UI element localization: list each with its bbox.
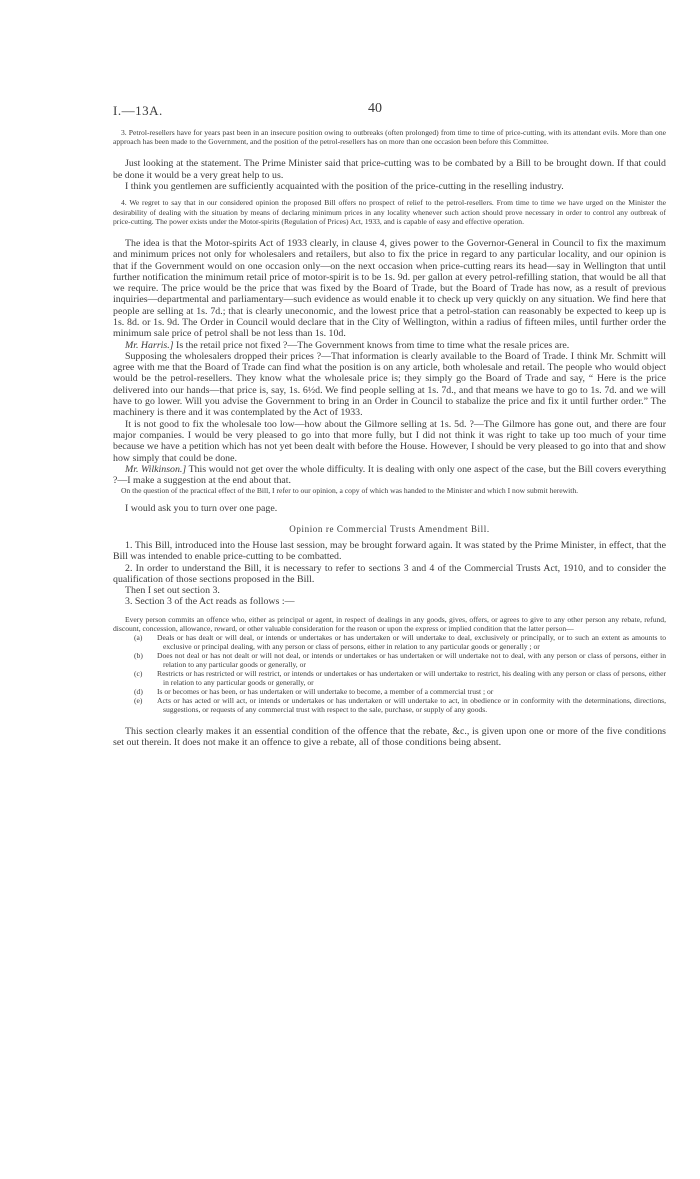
statute-text: Every person commits an offence who, either as principal or agent, in respect of dealings in any goods, gives, offers, or agrees to give to any other person any rebate, refund, discount, concession, allowance, reward, or other valuable consideration for the reason or upon the express or implied condition that the latter person— bbox=[113, 614, 666, 633]
opinion-paragraph: Then I set out section 3. bbox=[125, 585, 220, 597]
page-header bbox=[113, 101, 666, 121]
evidence-paragraph: It is not good to fix the wholesale too low—how about the Gilmore selling at 1s. 5d. ?—The Gilmore has gone out, and there are four major companies. I would be very pleased to go into that more fully, but I did not think it was right to take up too much of your time because we have a petition which has not yet been dealt with before the House. However, I should be very pleased to go into that and show how simply that could be done. bbox=[113, 418, 666, 464]
evidence-text: Is the retail price not fixed ?—The Government knows from time to time what the resale prices are. bbox=[173, 339, 570, 351]
opinion-paragraph: 3. Section 3 of the Act reads as follows :— bbox=[125, 596, 295, 608]
evidence-paragraph: I would ask you to turn over one page. bbox=[125, 502, 278, 514]
clause-text: Does not deal or has not dealt or will not deal, or intends or undertakes or has undertaken or will undertake not to deal, with any person or class of persons, either in relation to any particular goods or generally, or bbox=[157, 650, 666, 669]
clause-text: Deals or has dealt or will deal, or intends or undertakes or has undertaken or will undertake to deal, exclusively or principally, or to such an extent as amounts to exclusive or principal dealing, with any person or class of persons, either in relation to any particular goods or generally ; or bbox=[157, 632, 666, 651]
clause-label: (c) bbox=[134, 668, 143, 678]
clause-label: (a) bbox=[134, 632, 143, 642]
statute-clause bbox=[113, 651, 666, 669]
evidence-text: This would not get over the whole difficulty. It is dealing with only one aspect of the case, but the Bill covers everything ?—I make a suggestion at the end about that. bbox=[113, 463, 667, 487]
quoted-paragraph: On the question of the practical effect of the Bill, I refer to our opinion, a copy of which was handed to the Minister and which I now submit herewith. bbox=[121, 486, 579, 496]
opinion-closing-paragraph: This section clearly makes it an essential condition of the offence that the rebate, &c., is given upon one or more of the five conditions set out therein. It does not make it an offence to give a rebate, all of those conditions being absent. bbox=[113, 725, 666, 749]
page-number: 40 bbox=[368, 101, 382, 116]
opinion-heading: Opinion re Commercial Trusts Amendment Bill. bbox=[289, 523, 490, 534]
evidence-paragraph: I think you gentlemen are sufficiently acquainted with the position of the price-cutting in the reselling industry. bbox=[125, 181, 564, 192]
statute-clause bbox=[113, 669, 666, 687]
clause-label: (e) bbox=[134, 695, 143, 705]
parliamentary-paper-ref: I.—13A. bbox=[113, 103, 163, 118]
evidence-paragraph: Just looking at the statement. The Prime Minister said that price-cutting was to be combated by a Bill to be brought down. If that could be done it would be a very great help to us. bbox=[113, 158, 666, 181]
document-body bbox=[113, 128, 666, 748]
quoted-paragraph: 4. We regret to say that in our considered opinion the proposed Bill offers no prospect of relief to the petrol-resellers. From time to time we have urged on the Minister the desirability of dealing with the situation by means of declaring minimum prices in any locality whenever such action should prove necessary in order to control any outbreak of price-cutting. The power exists under the Motor-spirits (Regulation of Prices) Act, 1933, and is capable of easy and effective operation. bbox=[113, 198, 666, 226]
clause-label: (b) bbox=[134, 650, 143, 660]
clause-text: Is or becomes or has been, or has undertaken or will undertake to become, a member of a commercial trust ; or bbox=[157, 686, 494, 696]
speaker-name: Mr. Wilkinson.] bbox=[125, 463, 187, 475]
evidence-paragraph bbox=[113, 464, 666, 487]
clause-text: Acts or has acted or will act, or intends or undertakes or has undertaken or will undertake to act, in obedience or in conformity with the determinations, directions, suggestions, or requests of any commercial trust with respect to the sale, purchase, or supply of any goods. bbox=[157, 695, 666, 714]
speaker-name: Mr. Harris.] bbox=[125, 339, 174, 351]
opinion-paragraph: 2. In order to understand the Bill, it is necessary to refer to sections 3 and 4 of the Commercial Trusts Act, 1910, and to consider the qualification of those sections proposed in the Bill. bbox=[113, 562, 666, 585]
statute-clause bbox=[113, 696, 666, 714]
clause-text: Restricts or has restricted or will restrict, or intends or undertakes or has undertaken or will undertake to restrict, his dealing with any person or class of persons, either in relation to any particular goods or generally, or bbox=[157, 668, 666, 687]
quoted-paragraph: 3. Petrol-resellers have for years past been in an insecure position owing to outbreaks (often prolonged) from time to time of price-cutting, with its attendant evils. More than one approach has been made to the Government, and the position of the petrol-resellers has on more than one occasion been before this Committee. bbox=[113, 128, 666, 147]
opinion-paragraph: 1. This Bill, introduced into the House last session, may be brought forward again. It was stated by the Prime Minister, in effect, that the Bill was intended to enable price-cutting to be combatted. bbox=[113, 539, 666, 563]
evidence-paragraph: The idea is that the Motor-spirits Act of 1933 clearly, in clause 4, gives power to the Governor-General in Council to fix the maximum and minimum prices not only for wholesalers and retailers, but also to fix the price in regard to any particular locality, and our opinion is that if the Government would on one occasion only—on the next occasion when price-cutting rears its head—say in Wellington that until further notification the minimum retail price of motor-spirit is to be 1s. 9d. per gallon at every petrol-refilling station, that would be all that we require. The price would be the price that was fixed by the Board of Trade, but the Board of Trade has now, as a result of previous inquiries—departmental and parliamentary—such evidence as would enable it to check up very quickly on any situation. We find here that people are selling at 1s. 7d.; that is clearly uneconomic, and the lowest price that a petrol-station can reasonably be expected to keep up is 1s. 8d. or 1s. 9d. The Order in Council would declare that in the City of Wellington, within a radius of fifteen miles, until further order the minimum sale price of petrol shall be not less than 1s. 10d. bbox=[113, 237, 666, 340]
evidence-paragraph: Supposing the wholesalers dropped their prices ?—That information is clearly available to the Board of Trade. I think Mr. Schmitt will agree with me that the Board of Trade can find what the position is on any article, both wholesale and retail. The people who would object would be the petrol-resellers. They know what the wholesale price is; they simply go the Board of Trade and say, “ Here is the price delivered into our hands—that price is, say, 1s. 6½d. We find people selling at 1s. 7d., and that means we have to go to 1s. 7d. and we will have to go lower. Will you advise the Government to bring in an Order in Council to stabalize the price and fix it until further order.” The machinery is there and it was contemplated by the Act of 1933. bbox=[113, 350, 666, 419]
statute-clause bbox=[113, 633, 666, 651]
clause-label: (d) bbox=[134, 686, 143, 696]
evidence-paragraph bbox=[113, 340, 666, 351]
statute-clause bbox=[113, 687, 666, 696]
